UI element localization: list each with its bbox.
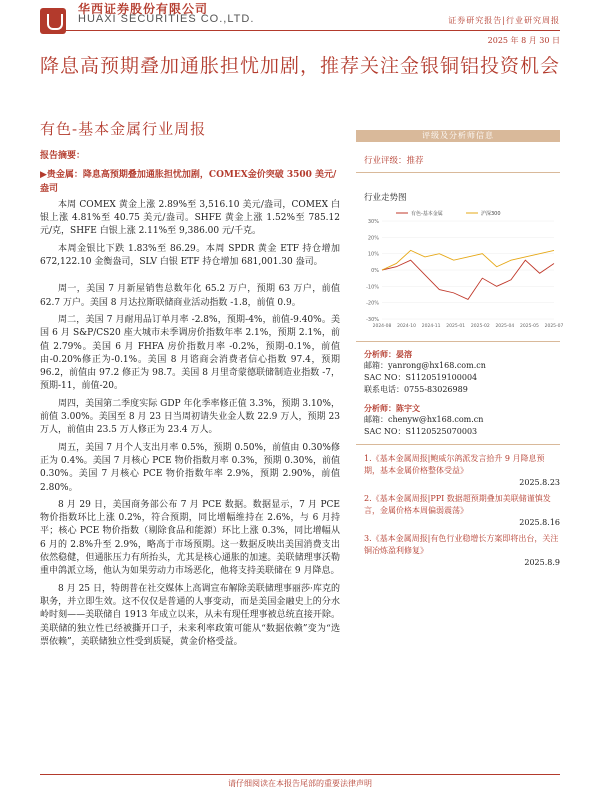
y-tick-label: -30% [366,317,379,323]
summary-section [40,150,340,653]
analyst-name: 分析师：晏溶 [364,349,412,359]
x-tick-label: 2024-11 [421,324,441,329]
x-tick-label: 2024-08 [372,324,392,329]
report-link[interactable]: 3.《基本金属周报|有色行业稳增长方案即将出台，关注铜冶炼盈利修复》 [364,534,559,555]
analyst-1 [364,348,560,396]
sidebar [356,130,564,573]
header-divider [40,30,560,31]
x-tick-label: 2025-04 [495,324,515,329]
sidebar-divider [356,341,560,342]
x-tick-label: 2025-01 [446,324,466,329]
summary-paragraph: 本周金银比下跌 1.83%至 86.29。本周 SPDR 黄金 ETF 持仓增加 672,122.10 金衡盎司，SLV 白银 ETF 持仓增加 681,001.30 盎司。 [40,243,340,268]
chart-title: 行业走势图 [364,193,407,203]
footer-divider [40,774,560,775]
summary-paragraph: 周二，美国 7 月耐用品订单月率 -2.8%，预期-4%，前值-9.40%。美国 6 月 S&P/CS20 座大城市未季调房价指数年率 2.1%，预期 2.1%，前值 2.79%。美国 6 月 FHFA 房价指数月率 -0.2%，预期-0.1%，前值由-0.20%修正为-0.1%。美国 8 月谘商会消费者信心指数 97.4，预期 96.2，前值由 97.2 修正为 98.7。美国 8 月里奇蒙德联储制造业指数 -7，预期-11，前值-20。 [40,314,340,392]
y-tick-label: 20% [367,235,379,242]
legal-notice: 请仔细阅读在本报告尾部的重要法律声明 [228,779,372,788]
x-tick-label: 2025-02 [470,324,490,329]
series-line [382,260,554,299]
report-date: 2025.8.23 [519,478,560,487]
report-link[interactable]: 1.《基本金属周报|鲍威尔鸽派发言拾升 9 月降息预期，基本金属价格整体受益》 [364,454,545,475]
industry-rating: 行业评级：推荐 [364,156,424,166]
analyst-email[interactable]: 邮箱：chenyw@hx168.com.cn [364,415,484,424]
rating-header: 评级及分析师信息 [356,130,560,142]
legend-label: 沪深300 [481,211,501,217]
trend-chart [356,207,564,335]
report-date: 2025 年 8 月 30 日 [487,36,560,45]
summary-paragraph: 周五，美国 7 月个人支出月率 0.5%，预期 0.50%，前值由 0.30%修正为 0.4%。美国 7 月核心 PCE 物价指数月率 0.3%，预期 0.30%，前值 0.30%。美国 7 月核心 PCE 物价指数年率 2.9%，预期 2.90%，前值 2.80%。 [40,442,340,493]
analyst-email[interactable]: 邮箱：yanrong@hx168.com.cn [364,361,486,370]
company-name-cn: 华西证券股份有限公司 [78,2,209,16]
company-name-en: HUAXI SECURITIES CO.,LTD. [78,13,255,25]
related-reports [364,453,560,569]
page-subtitle: 有色-基本金属行业周报 [40,120,207,138]
sidebar-divider [356,172,560,173]
summary-label: 报告摘要： [40,151,86,161]
analyst-name: 分析师：陈宇文 [364,403,420,413]
legend-label: 有色-基本金属 [411,211,443,217]
sidebar-divider [356,444,560,445]
summary-paragraph: 周四，美国第二季度实际 GDP 年化季率修正值 3.3%，预期 3.10%，前值 3.00%。美国至 8 月 23 日当周初请失业金人数 22.9 万人，预期 23 万人，前值由 23.5 万人修正为 23.4 万人。 [40,398,340,436]
analyst-2 [364,402,560,438]
y-tick-label: -20% [366,300,379,307]
analyst-phone: 联系电话：0755-83026989 [364,385,468,394]
x-tick-label: 2025-07 [544,324,564,329]
series-line [382,250,554,270]
summary-paragraph: 周一，美国 7 月新屋销售总数年化 65.2 万户，预期 63 万户，前值 62.7 万户。美国 8 月达拉斯联储商业活动指数 -1.8，前值 0.9。 [40,284,340,308]
x-tick-label: 2025-05 [520,324,539,329]
y-tick-label: 0% [371,268,379,274]
y-tick-label: 10% [367,251,379,258]
gold-heading: ▶贵金属：降息高预期叠加通胀担忧加剧，COMEX金价突破 3500 美元/盎司 [40,170,337,194]
trend-chart-svg [356,207,564,335]
analyst-sac: SAC NO：S1120519100004 [364,373,478,382]
report-date: 2025.8.9 [524,558,560,567]
summary-paragraph: 本周 COMEX 黄金上涨 2.89%至 3,516.10 美元/盎司，COMEX 白银上涨 4.81%至 40.75 美元/盎司。SHFE 黄金上涨 1.52%至 785.12 元/克，SHFE 白银上涨 2.11%至 9,386.00 元/千克。 [40,199,340,237]
report-link[interactable]: 2.《基本金属周报|PPI 数据超预期叠加美联储谨慎发言，金属价格本周偏弱震荡》 [364,494,551,515]
summary-paragraph: 8 月 25 日，特朗普在社交媒体上高调宣布解除美联储理事丽莎·库克的职务，并立即生效。这不仅仅是普通的人事变动，而是美国金融史上的分水岭时刻——美联储自 1913 年成立以来，从未有现任理事被总统直接开除。美联储的独立性已经被撕开口子，未来利率政策可能从“数据依赖”变为“选票依赖”，美联储独立性受到质疑，黄金价格受益。 [40,583,340,647]
page-title: 降息高预期叠加通胀担忧加剧，推荐关注金银铜铝投资机会 [40,55,561,77]
y-tick-label: 30% [367,219,379,225]
summary-paragraph: 8 月 29 日，美国商务部公布 7 月 PCE 数据。数据显示，7 月 PCE 物价指数环比上涨 0.2%，符合预期，同比增幅维持在 2.6%，与 6 月持平；核心 PCE 物价指数（剔除食品和能源）环比上涨 0.3%，同比增幅从 6 月的 2.8%升至 2.9%，略高于市场预期。这一数据反映出美国消费支出依然稳健，但通胀压力有所抬头，尤其是核心通胀的加速。美联储理事沃勒重申鸽派立场，他认为如果劳动力市场恶化，他将支持美联储在 9 月降息。 [40,499,340,577]
report-date: 2025.8.16 [519,518,560,527]
analyst-sac: SAC NO：S1120525070003 [364,427,478,436]
x-tick-label: 2024-10 [397,324,416,329]
y-tick-label: -10% [366,284,379,291]
report-type-tags: 证券研究报告|行业研究周报 [448,16,560,25]
